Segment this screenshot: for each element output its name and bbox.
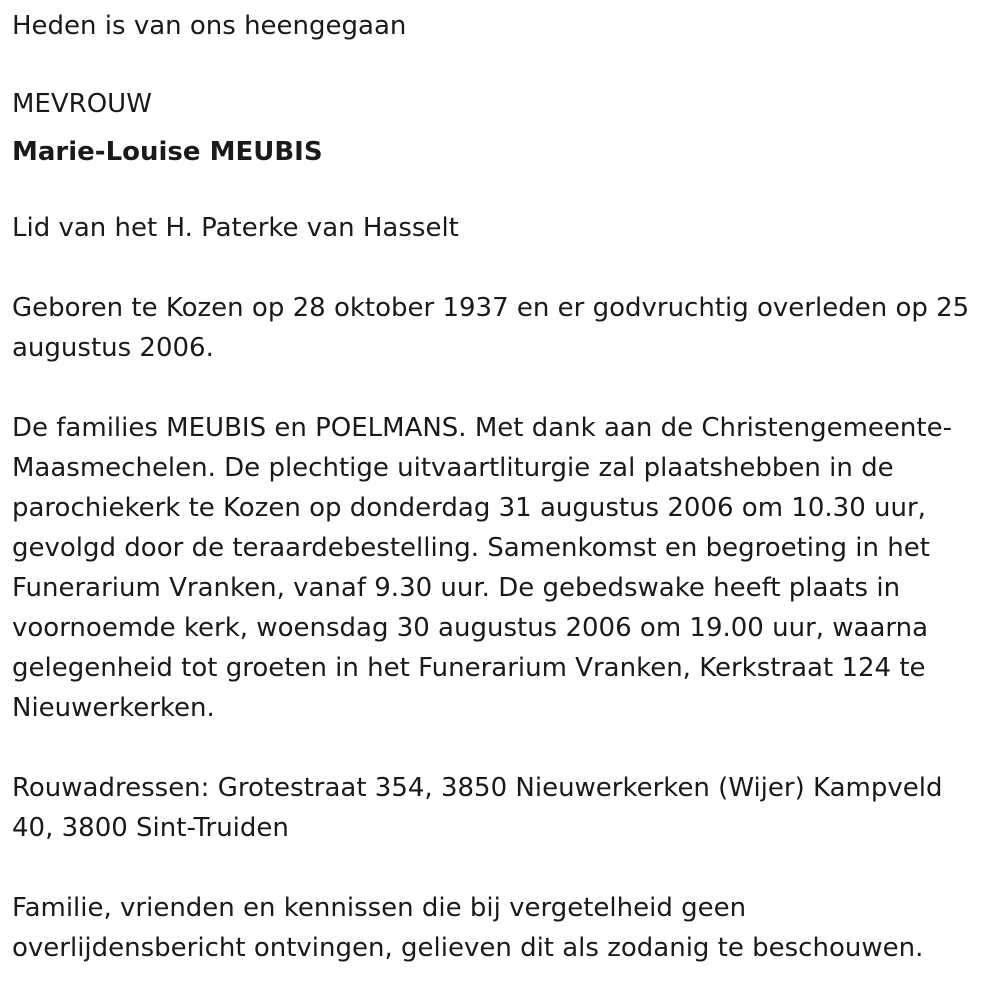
addresses-line: Rouwadressen: Grotestraat 354, 3850 Nieuwerkerken (Wijer) Kampveld bbox=[12, 773, 943, 803]
family-line: De families MEUBIS en POELMANS. Met dank aan de Christengemeente- bbox=[12, 413, 952, 443]
addresses-line: 40, 3800 Sint-Truiden bbox=[12, 813, 289, 843]
closing-paragraph bbox=[12, 888, 990, 968]
family-line: gelegenheid tot groeten in het Funerarium Vranken, Kerkstraat 124 te bbox=[12, 653, 926, 683]
family-line: Maasmechelen. De plechtige uitvaartliturgie zal plaatshebben in de bbox=[12, 453, 894, 483]
intro-text: Heden is van ons heengegaan bbox=[12, 11, 407, 41]
membership-text: Lid van het H. Paterke van Hasselt bbox=[12, 213, 459, 243]
obituary-notice bbox=[12, 6, 990, 968]
closing-line: overlijdensbericht ontvingen, gelieven dit als zodanig te beschouwen. bbox=[12, 933, 924, 963]
birth-death-text: Geboren te Kozen op 28 oktober 1937 en er godvruchtig overleden op 25 augustus 2006. bbox=[12, 293, 970, 363]
addresses-paragraph bbox=[12, 768, 990, 848]
family-line: Funerarium Vranken, vanaf 9.30 uur. De gebedswake heeft plaats in bbox=[12, 573, 901, 603]
family-line: voornoemde kerk, woensdag 30 augustus 2006 om 19.00 uur, waarna bbox=[12, 613, 929, 643]
family-paragraph bbox=[12, 408, 990, 728]
deceased-name: Marie-Louise MEUBIS bbox=[12, 137, 323, 167]
honorific: MEVROUW bbox=[12, 89, 152, 119]
family-line: gevolgd door de teraardebestelling. Samenkomst en begroeting in het bbox=[12, 533, 930, 563]
family-line: parochiekerk te Kozen op donderdag 31 augustus 2006 om 10.30 uur, bbox=[12, 493, 926, 523]
closing-line: Familie, vrienden en kennissen die bij vergetelheid geen bbox=[12, 893, 747, 923]
family-line: Nieuwerkerken. bbox=[12, 693, 215, 723]
